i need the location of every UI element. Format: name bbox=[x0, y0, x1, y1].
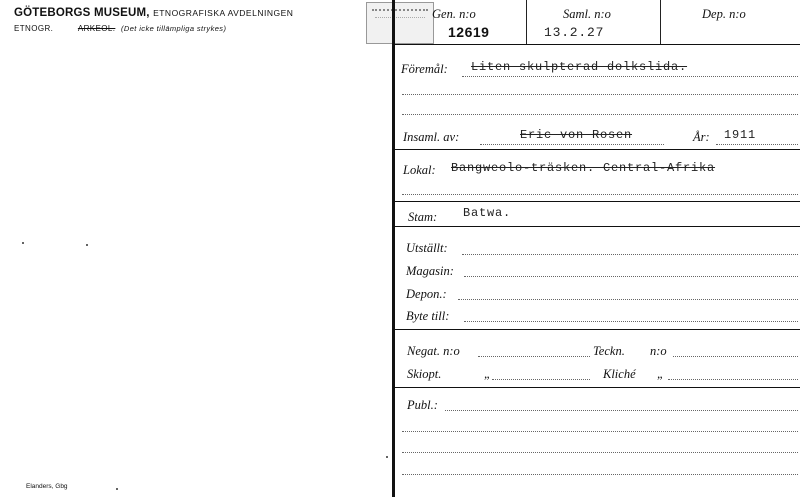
dotted-line bbox=[402, 452, 798, 453]
saml-no-label: Saml. n:o bbox=[563, 7, 611, 21]
stam-label: Stam: bbox=[408, 210, 438, 224]
etnogr-label: ETNOGR. bbox=[14, 24, 54, 33]
dotted-line bbox=[445, 410, 798, 411]
department-name: ETNOGRAFISKA AVDELNINGEN bbox=[153, 8, 294, 18]
dotted-line bbox=[478, 356, 590, 357]
teckn-label: Teckn. bbox=[593, 344, 625, 358]
depon-label: Depon.: bbox=[406, 287, 447, 301]
dotted-line bbox=[673, 356, 798, 357]
dotted-line bbox=[402, 474, 798, 475]
skiopt-label: Skiopt. bbox=[407, 367, 442, 381]
museum-name: GÖTEBORGS MUSEUM, bbox=[14, 7, 150, 19]
dotted-line bbox=[492, 379, 590, 380]
scan-speck bbox=[22, 242, 24, 244]
cell-divider bbox=[526, 0, 527, 44]
kliche-ditto: „ bbox=[657, 367, 664, 381]
stam-value: Batwa. bbox=[463, 206, 512, 220]
insaml-label: Insaml. av: bbox=[403, 130, 460, 144]
dotted-line bbox=[716, 144, 798, 145]
ar-value: 1911 bbox=[724, 128, 757, 142]
utstallt-label: Utställt: bbox=[406, 241, 448, 255]
teckn-no-label: n:o bbox=[650, 344, 667, 358]
lokal-value: Bangweolo-träsken. Central-Afrika bbox=[451, 161, 716, 175]
publ-label: Publ.: bbox=[407, 398, 438, 412]
kliche-label: Kliché bbox=[603, 367, 636, 381]
dotted-line bbox=[402, 94, 798, 95]
foremal-value: Liten skulpterad dolkslida. bbox=[471, 60, 688, 74]
negat-label: Negat. n:o bbox=[407, 344, 460, 358]
dotted-line bbox=[458, 299, 798, 300]
dotted-line bbox=[464, 276, 798, 277]
dotted-line bbox=[462, 76, 798, 77]
byte-label: Byte till: bbox=[406, 309, 450, 323]
strike-note: (Det icke tillämpliga strykes) bbox=[120, 24, 227, 33]
foremal-label: Föremål: bbox=[401, 62, 448, 76]
dotted-line bbox=[402, 431, 798, 432]
tape-stamp bbox=[366, 2, 434, 44]
section-rule bbox=[393, 387, 800, 388]
dotted-line bbox=[462, 254, 798, 255]
insaml-value: Eric von Rosen bbox=[520, 128, 633, 142]
magasin-label: Magasin: bbox=[406, 264, 454, 278]
dotted-line bbox=[464, 321, 798, 322]
dotted-line bbox=[402, 114, 798, 115]
cell-divider bbox=[660, 0, 661, 44]
section-rule bbox=[393, 329, 800, 330]
scan-speck bbox=[116, 488, 118, 490]
section-rule bbox=[393, 201, 800, 202]
dotted-line bbox=[668, 379, 798, 380]
dotted-line bbox=[480, 144, 664, 145]
section-rule bbox=[393, 226, 800, 227]
top-cells-rule bbox=[393, 44, 800, 45]
vertical-rule bbox=[392, 0, 395, 497]
dep-no-label: Dep. n:o bbox=[702, 7, 746, 21]
lokal-label: Lokal: bbox=[403, 163, 436, 177]
saml-no-value: 13.2.27 bbox=[544, 25, 605, 40]
skiopt-ditto: „ bbox=[484, 367, 491, 381]
museum-header bbox=[14, 7, 293, 19]
arkeol-label: ARKEOL. bbox=[77, 24, 116, 33]
scan-speck bbox=[386, 456, 388, 458]
ar-label: År: bbox=[693, 130, 710, 144]
printer-imprint: Elanders, Gbg bbox=[26, 483, 68, 490]
gen-no-label: Gen. n:o bbox=[432, 7, 476, 21]
section-rule bbox=[393, 149, 800, 150]
dotted-line bbox=[402, 194, 798, 195]
gen-no-value: 12619 bbox=[448, 24, 490, 40]
category-line bbox=[14, 24, 226, 33]
scan-speck bbox=[86, 244, 88, 246]
